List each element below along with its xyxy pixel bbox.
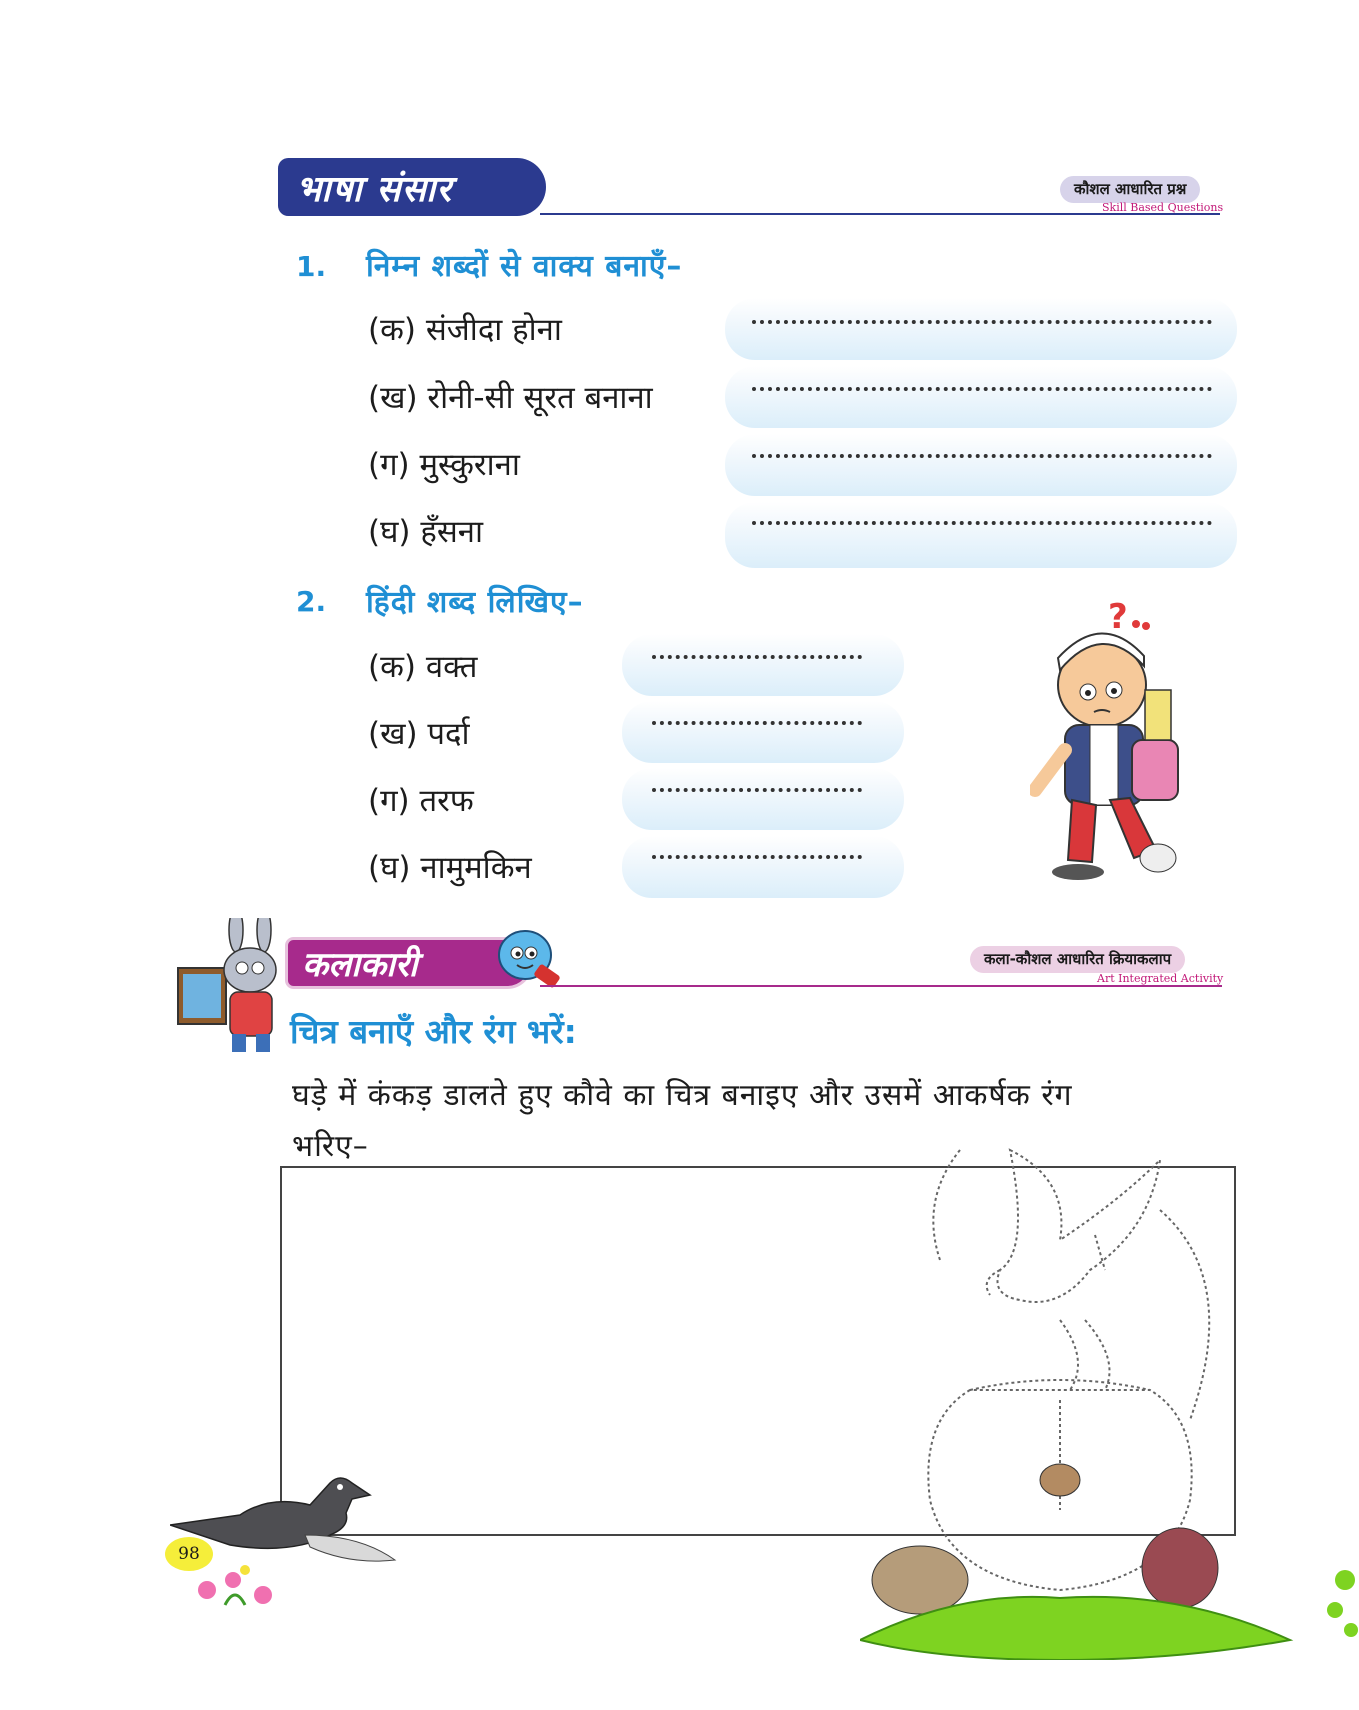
q1-number: 1. bbox=[296, 250, 327, 283]
q2-text: हिंदी शब्द लिखिए– bbox=[366, 585, 584, 620]
art-instruction-line1: घड़े में कंकड़ डालते हुए कौवे का चित्र बनाइए और उसमें आकर्षक रंग bbox=[292, 1078, 1073, 1113]
section-title: भाषा संसार bbox=[296, 167, 453, 210]
q1-item-gha: (घ) हँसना bbox=[368, 514, 484, 550]
rabbit-painter-illustration bbox=[172, 918, 290, 1056]
q2-answer-field-ka[interactable] bbox=[622, 634, 904, 696]
answer-dotted-line bbox=[752, 454, 1212, 458]
q1-item-ga: (ग) मुस्कुराना bbox=[368, 447, 520, 483]
answer-dotted-line bbox=[652, 655, 862, 659]
q2-answer-field-ga[interactable] bbox=[622, 768, 904, 830]
q1-item-kha: (ख) रोनी-सी सूरत बनाना bbox=[368, 380, 653, 416]
q1-answer-field-ka[interactable] bbox=[725, 298, 1237, 360]
art-instruction-line2: भरिए– bbox=[292, 1129, 369, 1164]
q2-item-gha: (घ) नामुमकिन bbox=[368, 850, 532, 886]
thinking-boy-illustration bbox=[1030, 600, 1200, 910]
q2-item-kha: (ख) पर्दा bbox=[368, 716, 470, 752]
skill-badge-subtitle: Skill Based Questions bbox=[1102, 201, 1224, 214]
answer-dotted-line bbox=[652, 788, 862, 792]
q2-answer-field-gha[interactable] bbox=[622, 836, 904, 898]
art-badge-subtitle: Art Integrated Activity bbox=[1097, 972, 1224, 985]
answer-dotted-line bbox=[652, 855, 862, 859]
q2-item-ga: (ग) तरफ bbox=[368, 783, 474, 819]
q1-text: निम्न शब्दों से वाक्य बनाएँ– bbox=[366, 249, 683, 284]
q1-answer-field-gha[interactable] bbox=[725, 502, 1237, 568]
art-badge: कला-कौशल आधारित क्रियाकलाप bbox=[970, 946, 1185, 973]
art-activity-title: चित्र बनाएँ और रंग भरें: bbox=[290, 1012, 577, 1051]
q2-answer-field-kha[interactable] bbox=[622, 701, 904, 763]
corner-splash-decoration bbox=[1325, 1560, 1359, 1650]
q2-number: 2. bbox=[296, 585, 327, 618]
q1-answer-field-kha[interactable] bbox=[725, 366, 1237, 428]
q1-item-ka: (क) संजीदा होना bbox=[368, 312, 562, 348]
art-section-rule bbox=[540, 985, 1222, 987]
section-banner-bhasha-sansar bbox=[278, 158, 546, 216]
crow-and-pot-trace-illustration bbox=[860, 1120, 1310, 1660]
q1-answer-field-ga[interactable] bbox=[725, 434, 1237, 496]
skill-badge: कौशल आधारित प्रश्न bbox=[1060, 176, 1200, 203]
art-section-title: कलाकारी bbox=[302, 945, 418, 985]
answer-dotted-line bbox=[752, 521, 1212, 525]
page-number: 98 bbox=[165, 1537, 213, 1571]
answer-dotted-line bbox=[652, 721, 862, 725]
q2-item-ka: (क) वक्त bbox=[368, 649, 478, 685]
answer-dotted-line bbox=[752, 320, 1212, 324]
svg-text:?: ? bbox=[1108, 600, 1128, 637]
answer-dotted-line bbox=[752, 387, 1212, 391]
